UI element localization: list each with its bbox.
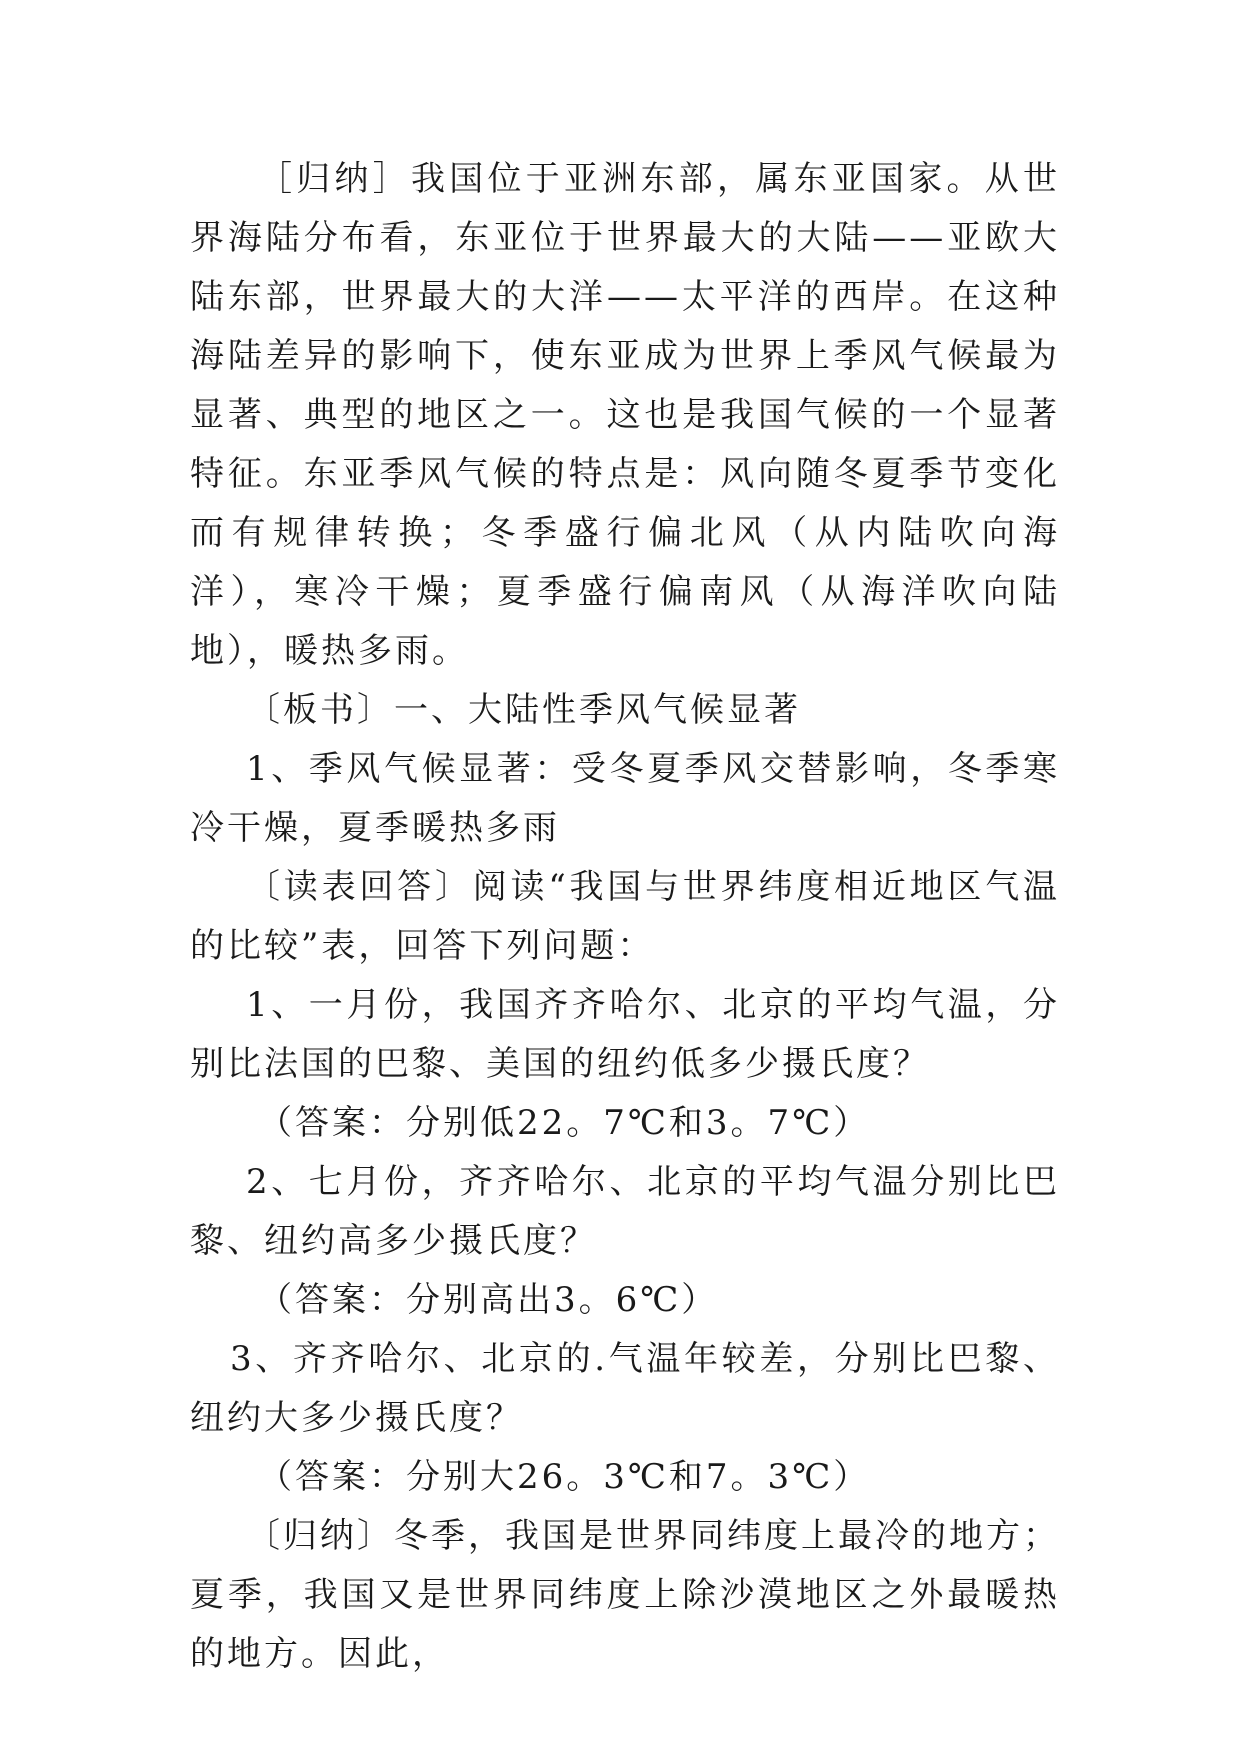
paragraph-answer-1: （答案：分别低22。7℃和3。7℃） [258, 1103, 871, 1143]
paragraph-board-heading: 〔板书〕一、大陆性季风气候显著 [246, 690, 801, 730]
paragraph-question-1: 1、一月份，我国齐齐哈尔、北京的平均气温，分别比法国的巴黎、美国的纽约低多少摄氏度？ [190, 985, 1060, 1084]
paragraph-answer-2: （答案：分别高出3。6℃） [258, 1280, 719, 1320]
paragraph-summary-monsoon: ［归纳］我国位于亚洲东部，属东亚国家。从世界海陆分布看，东亚位于世界最大的大陆——亚欧大陆东部，世界最大的大洋——太平洋的西岸。在这种海陆差异的影响下，使东亚成为世界上季风气候最为显著、典型的地区之一。这也是我国气候的一个显著特征。东亚季风气候的特点是：风向随冬夏季节变化而有规律转换；冬季盛行偏北风（从内陆吹向海洋），寒冷干燥；夏季盛行偏南风（从海洋吹向陆地），暖热多雨。 [190, 159, 1060, 671]
paragraph-question-2: 2、七月份，齐齐哈尔、北京的平均气温分别比巴黎、纽约高多少摄氏度？ [190, 1162, 1060, 1261]
paragraph-summary-temperature: 〔归纳〕冬季，我国是世界同纬度上最冷的地方；夏季，我国又是世界同纬度上除沙漠地区之外最暖热的地方。因此， [190, 1516, 1060, 1674]
paragraph-answer-3: （答案：分别大26。3℃和7。3℃） [258, 1457, 871, 1497]
paragraph-question-3: 3、齐齐哈尔、北京的.气温年较差，分别比巴黎、纽约大多少摄氏度？ [190, 1339, 1060, 1438]
paragraph-point-1: 1、季风气候显著：受冬夏季风交替影响，冬季寒冷干燥，夏季暖热多雨 [190, 749, 1060, 848]
document-page [190, 150, 1060, 1684]
paragraph-read-table: 〔读表回答〕阅读“我国与世界纬度相近地区气温的比较”表，回答下列问题： [190, 867, 1060, 966]
